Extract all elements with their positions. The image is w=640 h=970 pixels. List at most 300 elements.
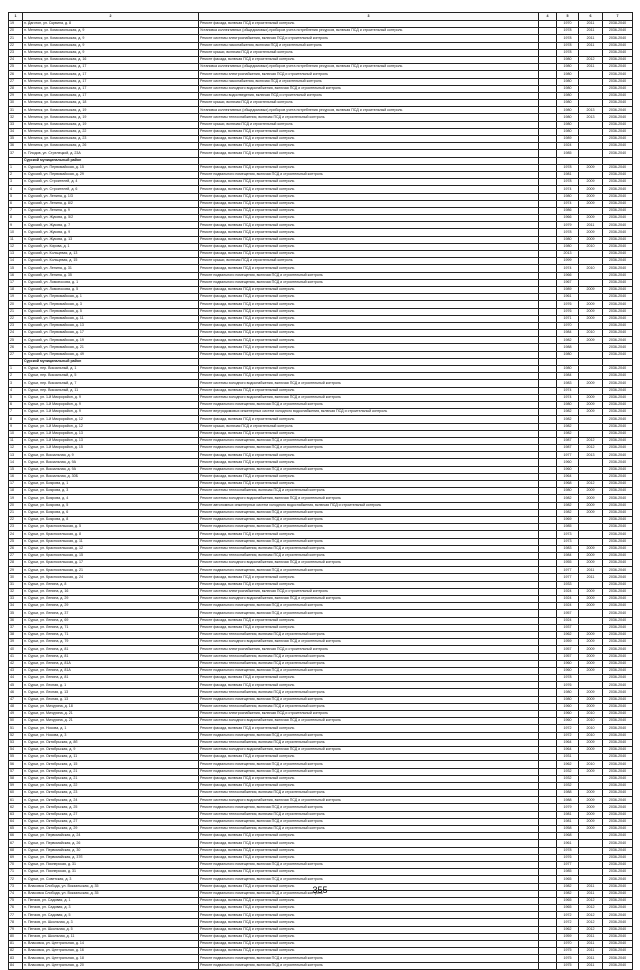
table-cell: Ремонт системы теплоснабжения, включая ПСД и строительный контроль	[199, 689, 539, 696]
table-cell: 1924	[557, 617, 579, 624]
table-cell: Ремонт фасада, включая ПСД и строительный контроль	[199, 366, 539, 373]
table-cell: 1984	[557, 552, 579, 559]
table-cell: 2012	[579, 897, 603, 904]
table-cell: 1965	[557, 897, 579, 904]
table-cell: 2036-2040	[603, 49, 633, 56]
table-cell: Ремонт фасада, включая ПСД и строительный контроль	[199, 459, 539, 466]
table-cell: 1962	[557, 631, 579, 638]
table-cell: п. Сурьи, ул. Ленина, д. 37	[23, 610, 199, 617]
table-cell: п. Сурьи, ул. Ленина, д. 71	[23, 631, 199, 638]
table-cell: п. Мелинск, ул. Комсомольская, д. 17	[23, 71, 199, 78]
table-cell: п. Сурьи, ул. Первомайская, д. 24	[23, 833, 199, 840]
table-cell	[539, 912, 557, 919]
table-cell: 2036-2040	[603, 466, 633, 473]
table-cell: п. Мелинск, ул. Комсомольская, д. 17	[23, 64, 199, 71]
table-cell: п. Сурьи, ул. Ленина, д. 81	[23, 646, 199, 653]
table-cell	[539, 308, 557, 315]
table-cell: 1980	[557, 107, 579, 114]
table-row	[9, 840, 633, 847]
table-cell: Ремонт подвального помещения, включая ПСД и строительный контроль	[199, 667, 539, 674]
table-cell	[579, 171, 603, 178]
table-cell: Ремонт фасада, включая ПСД и строительный контроль	[199, 243, 539, 250]
table-cell: Ремонт фасада, включая ПСД и строительный контроль	[199, 344, 539, 351]
table-row	[9, 265, 633, 272]
table-cell: 2036-2040	[603, 603, 633, 610]
table-cell	[539, 64, 557, 71]
table-cell	[579, 466, 603, 473]
table-cell: п. Сурский, ул. Первомайская, д. 5	[23, 308, 199, 315]
table-cell: 1977	[557, 567, 579, 574]
table-cell: Ремонт системы холодного водоснабжения, включая ПСД и строительный контроль	[199, 394, 539, 401]
table-cell: 2011	[579, 574, 603, 581]
table-cell	[539, 430, 557, 437]
table-cell: 7	[9, 409, 23, 416]
table-cell	[539, 617, 557, 624]
table-cell	[579, 128, 603, 135]
table-row	[9, 416, 633, 423]
table-cell: Ремонт фасада, включая ПСД и строительный контроль	[199, 905, 539, 912]
table-cell	[539, 445, 557, 452]
table-cell: 27	[9, 78, 23, 85]
table-cell: 2036-2040	[603, 114, 633, 121]
table-cell: п. Сурьи, ул. Ленина, д. 81	[23, 675, 199, 682]
table-row	[9, 488, 633, 495]
table-row	[9, 215, 633, 222]
table-cell: Ремонт фасада, включая ПСД и строительный контроль	[199, 351, 539, 358]
table-cell: 2009	[579, 488, 603, 495]
table-cell: Ремонт подвального помещения, включая ПСД и строительный контроль	[199, 818, 539, 825]
table-cell	[539, 330, 557, 337]
table-row	[9, 509, 633, 516]
table-cell: 21	[9, 509, 23, 516]
table-cell: 48	[9, 703, 23, 710]
table-cell: 2036-2040	[603, 85, 633, 92]
table-cell	[579, 473, 603, 480]
table-cell: п. Сурский, ул. Первомайская, д. 29	[23, 171, 199, 178]
table-cell	[539, 380, 557, 387]
table-cell: Ремонт фасада, включая ПСД и строительный контроль	[199, 782, 539, 789]
table-cell: 2009	[579, 186, 603, 193]
table-row	[9, 919, 633, 926]
table-row	[9, 732, 633, 739]
table-cell	[539, 876, 557, 883]
table-cell: п. Мелинск, ул. Комсомольская, д. 19	[23, 114, 199, 121]
table-cell: 1978	[557, 179, 579, 186]
table-cell	[539, 804, 557, 811]
table-cell: 1932	[557, 775, 579, 782]
table-cell: п. Сурьи, ул. Октябрьская, д. 23	[23, 790, 199, 797]
table-cell: 26	[9, 545, 23, 552]
table-cell: 2009	[579, 660, 603, 667]
table-cell	[579, 581, 603, 588]
table-cell	[579, 782, 603, 789]
table-cell: 2036-2040	[603, 136, 633, 143]
table-cell: 2036-2040	[603, 933, 633, 940]
table-row	[9, 581, 633, 588]
table-cell: п. Сурский, ул. Первомайская, д. 19	[23, 337, 199, 344]
table-cell: Ремонт подвального помещения, включая ПСД и строительный контроль	[199, 962, 539, 969]
table-row	[9, 675, 633, 682]
table-cell: 1980	[557, 696, 579, 703]
table-cell: Ремонт автономных инженерных систем холодного водоснабжения, включая ПСД и строительный контроль	[199, 502, 539, 509]
table-cell: п. Сурьи, ул. Боярова, д. 5	[23, 502, 199, 509]
table-row	[9, 207, 633, 214]
table-cell: 2036-2040	[603, 725, 633, 732]
table-cell: 2036-2040	[603, 711, 633, 718]
table-cell: 2010	[579, 711, 603, 718]
table-row	[9, 409, 633, 416]
table-cell	[579, 322, 603, 329]
table-cell: 60	[9, 790, 23, 797]
table-cell: 2036-2040	[603, 718, 633, 725]
table-cell: Ремонт подвального помещения, включая ПСД и строительный контроль	[199, 445, 539, 452]
table-cell: п. Сурьи, ул. Красносельская, д. 21	[23, 567, 199, 574]
table-cell: п. Сурьи, ул. Ленина, д. 8	[23, 581, 199, 588]
table-cell: 1976	[557, 854, 579, 861]
table-row	[9, 782, 633, 789]
table-cell: 1957	[557, 653, 579, 660]
table-cell: 2036-2040	[603, 207, 633, 214]
table-cell: 2009	[579, 401, 603, 408]
table-cell: 2036-2040	[603, 387, 633, 394]
table-cell	[579, 754, 603, 761]
table-cell	[539, 452, 557, 459]
table-cell: 2009	[579, 286, 603, 293]
table-cell: 1960	[557, 667, 579, 674]
table-cell: 2036-2040	[603, 71, 633, 78]
table-cell	[579, 682, 603, 689]
table-cell: 2036-2040	[603, 624, 633, 631]
table-cell: 2036-2040	[603, 955, 633, 962]
table-cell: 20	[9, 502, 23, 509]
table-row	[9, 394, 633, 401]
table-cell: п. Сурский, ул. Первомайская, д. 15	[23, 164, 199, 171]
table-cell: Сурский муниципальный район	[23, 358, 199, 365]
table-cell: 1979	[557, 222, 579, 229]
table-cell: 1978	[557, 28, 579, 35]
table-cell: п. Сурьи, ул. Ленина, д. 29	[23, 603, 199, 610]
table-cell: 1980	[557, 121, 579, 128]
table-cell	[539, 689, 557, 696]
table-cell: 1966	[557, 215, 579, 222]
table-cell: 2009	[579, 811, 603, 818]
table-cell: 2036-2040	[603, 861, 633, 868]
table-cell: Ремонт подвального помещения, включая ПСД и строительный контроль	[199, 272, 539, 279]
table-cell: п. Сурский, ул. Ленина, д. 35	[23, 272, 199, 279]
table-cell: 2036-2040	[603, 761, 633, 768]
table-cell: 1986	[557, 207, 579, 214]
table-row	[9, 294, 633, 301]
table-cell: 2009	[579, 495, 603, 502]
table-cell: п. Сурьи, ул. Первомайская, д. 26	[23, 840, 199, 847]
table-cell: 2036-2040	[603, 639, 633, 646]
table-cell: 2036-2040	[603, 243, 633, 250]
table-row	[9, 222, 633, 229]
table-cell: 27	[9, 351, 23, 358]
table-cell: п. Сурьи, ул. Красносельская, д. 12	[23, 545, 199, 552]
table-cell	[539, 495, 557, 502]
table-cell	[579, 610, 603, 617]
table-cell	[579, 136, 603, 143]
table-cell: 16	[9, 272, 23, 279]
table-cell	[539, 394, 557, 401]
table-cell: 19	[9, 294, 23, 301]
table-cell: п. Сурский, ул. Кирова, д. 1	[23, 243, 199, 250]
table-row	[9, 639, 633, 646]
column-header: 5	[557, 13, 579, 21]
table-cell	[539, 358, 557, 365]
table-row	[9, 164, 633, 171]
table-cell	[539, 775, 557, 782]
table-row	[9, 811, 633, 818]
table-cell: 1977	[557, 861, 579, 868]
table-row	[9, 531, 633, 538]
table-cell: 14	[9, 459, 23, 466]
table-cell: 2036-2040	[603, 754, 633, 761]
table-cell: 1982	[557, 337, 579, 344]
table-cell: п. Мелинск, ул. Комсомольская, д. 16	[23, 56, 199, 63]
table-cell: 9	[9, 222, 23, 229]
table-cell: 1972	[557, 919, 579, 926]
table-cell: 2010	[579, 243, 603, 250]
table-cell	[579, 854, 603, 861]
table-cell: п. Сурьи, ул. Вокзальная, д. 9А	[23, 459, 199, 466]
table-cell: Ремонт фасада, включая ПСД и строительный контроль	[199, 617, 539, 624]
table-cell: Ремонт системы газоснабжения, включая ПСД и строительный контроль	[199, 42, 539, 49]
table-cell: 24	[9, 531, 23, 538]
table-cell: п. Сурьи, ул. 1-й Микрорайон, д. 13	[23, 437, 199, 444]
table-cell: Ремонт фасада, включая ПСД и строительный контроль	[199, 315, 539, 322]
table-cell: п. Сурьи, ул. Октябрьская, д. 25	[23, 804, 199, 811]
table-cell: 1977	[557, 574, 579, 581]
table-cell	[579, 624, 603, 631]
table-cell	[579, 516, 603, 523]
table-cell: Ремонт подвального помещения, включая ПСД и строительный контроль	[199, 567, 539, 574]
table-cell: 1	[9, 164, 23, 171]
table-row	[9, 775, 633, 782]
table-cell	[539, 675, 557, 682]
table-cell: 1973	[557, 538, 579, 545]
table-cell: 44	[9, 675, 23, 682]
table-row	[9, 682, 633, 689]
table-cell: 24	[9, 330, 23, 337]
table-cell: 14	[9, 258, 23, 265]
table-cell: Ремонт фасада, включая ПСД и строительный контроль	[199, 387, 539, 394]
table-cell: п. Мелинск, ул. Комсомольская, д. 18	[23, 100, 199, 107]
table-cell	[579, 840, 603, 847]
table-cell: 2011	[579, 21, 603, 28]
table-cell: 1975	[557, 955, 579, 962]
table-cell	[539, 811, 557, 818]
table-cell	[539, 581, 557, 588]
table-cell: п. Пензов, ул. Школьная, д. 3	[23, 919, 199, 926]
table-row	[9, 308, 633, 315]
table-cell	[539, 653, 557, 660]
table-cell: Ремонт системы теплоснабжения, включая ПСД и строительный контроль	[199, 631, 539, 638]
table-row	[9, 301, 633, 308]
table-cell: 1924	[557, 143, 579, 150]
table-row	[9, 466, 633, 473]
table-cell: Ремонт подвального помещения, включая ПСД и строительный контроль	[199, 279, 539, 286]
table-cell	[539, 754, 557, 761]
table-cell: 2009	[579, 509, 603, 516]
table-cell: 2009	[579, 308, 603, 315]
table-cell: 1976	[557, 682, 579, 689]
table-cell: 2009	[579, 179, 603, 186]
table-cell: Ремонт подвального помещения, включая ПСД и строительный контроль	[199, 804, 539, 811]
table-cell: Ремонт фасада, включая ПСД и строительный контроль	[199, 200, 539, 207]
table-cell: 2009	[579, 696, 603, 703]
table-cell: Ремонт системы теплоснабжения, включая ПСД и строительный контроль	[199, 660, 539, 667]
table-cell: 75	[9, 897, 23, 904]
table-cell: Ремонт фасада, включая ПСД и строительный контроль	[199, 754, 539, 761]
table-cell: 2036-2040	[603, 430, 633, 437]
table-cell: 2036-2040	[603, 459, 633, 466]
table-cell: 1966	[557, 272, 579, 279]
table-cell	[539, 258, 557, 265]
table-cell: 2038-2040	[603, 21, 633, 28]
table-cell: 82	[9, 948, 23, 955]
table-cell	[539, 143, 557, 150]
table-cell: 1968	[557, 481, 579, 488]
table-cell: п. Сурьи, ул. Первомайская, д. 30	[23, 847, 199, 854]
table-cell: 51	[9, 725, 23, 732]
table-cell: Ремонт крыши, включая ПСД и строительный контроль	[199, 49, 539, 56]
table-cell	[539, 869, 557, 876]
table-row	[9, 452, 633, 459]
table-cell	[539, 826, 557, 833]
table-cell: 35	[9, 610, 23, 617]
table-cell: 16	[9, 473, 23, 480]
table-cell: 1978	[557, 164, 579, 171]
table-cell	[539, 624, 557, 631]
table-cell: п. Сурьи, ул. Вокзальная, д. 30Б	[23, 473, 199, 480]
table-row	[9, 107, 633, 114]
table-cell: Ремонт системы электроснабжения, включая ПСД и строительный контроль	[199, 711, 539, 718]
table-cell: Ремонт фасада, включая ПСД и строительный контроль	[199, 840, 539, 847]
table-cell: 2036-2040	[603, 64, 633, 71]
table-cell: п. Сурьи, ул. Пионерская, д. 31	[23, 869, 199, 876]
table-cell: 1970	[557, 322, 579, 329]
table-row	[9, 28, 633, 35]
column-header: 1	[9, 13, 23, 21]
table-cell	[539, 171, 557, 178]
table-row	[9, 128, 633, 135]
table-cell: 76	[9, 905, 23, 912]
table-cell	[579, 358, 603, 365]
table-cell: 2012	[579, 926, 603, 933]
table-cell: п. Сурьи, ул. Пионерская, д. 31	[23, 861, 199, 868]
table-cell: 56	[9, 761, 23, 768]
table-cell: 6	[9, 401, 23, 408]
table-cell: п. Сурьи, ул. Октябрьская, д. 27	[23, 818, 199, 825]
table-row	[9, 330, 633, 337]
table-cell: 2036-2040	[603, 344, 633, 351]
table-cell	[539, 179, 557, 186]
table-cell: п. Сурьи, ул. Боярова, д. 6	[23, 509, 199, 516]
table-cell: 1980	[557, 128, 579, 135]
table-cell: п. Сурьи, ул. Носова, д. 1	[23, 725, 199, 732]
table-row	[9, 567, 633, 574]
table-cell: 1985	[557, 150, 579, 157]
table-cell: Ремонт фасада, включая ПСД и строительный контроль	[199, 150, 539, 157]
table-row	[9, 251, 633, 258]
table-cell: п. Мелинск, ул. Комсомольская, д. 9	[23, 49, 199, 56]
table-cell: 9	[9, 423, 23, 430]
table-cell	[539, 215, 557, 222]
table-cell: 20	[9, 301, 23, 308]
table-cell: Ремонт системы холодного водоснабжения, включая ПСД и строительный контроль	[199, 746, 539, 753]
table-cell: 1981	[557, 171, 579, 178]
table-cell	[539, 322, 557, 329]
table-cell: 2036-2040	[603, 121, 633, 128]
table-cell: п. Сурьи, пер. Вокзальный, д. 5	[23, 373, 199, 380]
table-cell: 72	[9, 876, 23, 883]
table-cell: Ремонт крыши, включая ПСД и строительный контроль	[199, 100, 539, 107]
table-cell	[539, 962, 557, 969]
table-row	[9, 905, 633, 912]
table-cell: Ремонт фасада, включая ПСД и строительный контроль	[199, 337, 539, 344]
table-cell: 2036-2040	[603, 337, 633, 344]
table-cell: 33	[9, 121, 23, 128]
table-cell	[579, 207, 603, 214]
table-cell	[539, 186, 557, 193]
table-cell: Ремонт фасада, включая ПСД и строительный контроль	[199, 574, 539, 581]
table-row	[9, 430, 633, 437]
table-row	[9, 473, 633, 480]
table-cell	[539, 35, 557, 42]
table-cell: 23	[9, 524, 23, 531]
table-cell: Ремонт крыши, включая ПСД и строительный контроль	[199, 423, 539, 430]
table-cell: 1978	[557, 847, 579, 854]
table-cell: Ремонт фасада, включая ПСД и строительный контроль	[199, 725, 539, 732]
table-cell: п. Мелинск, ул. Комсомольская, д. 9	[23, 28, 199, 35]
table-cell: Ремонт системы холодного водоснабжения, включая ПСД и строительный контроль	[199, 85, 539, 92]
table-cell	[539, 790, 557, 797]
table-cell: Ремонт системы теплоснабжения, включая ПСД и строительный контроль	[199, 790, 539, 797]
table-cell	[539, 739, 557, 746]
table-cell: 2036-2040	[603, 804, 633, 811]
table-cell	[603, 157, 633, 164]
table-cell	[579, 71, 603, 78]
table-header-row	[9, 13, 633, 21]
table-cell: 34	[9, 128, 23, 135]
table-row	[9, 897, 633, 904]
table-cell: п. Сурский, ул. Ленина, д. 9	[23, 207, 199, 214]
table-cell	[579, 775, 603, 782]
table-cell	[539, 725, 557, 732]
table-cell: 1981	[557, 811, 579, 818]
table-cell	[539, 588, 557, 595]
table-cell: Ремонт системы теплоснабжения, включая ПСД и строительный контроль	[199, 826, 539, 833]
table-cell	[539, 286, 557, 293]
table-cell: п. Сурьи, ул. Красносельская, д. 11	[23, 538, 199, 545]
table-cell: 1980	[557, 64, 579, 71]
table-cell: 31	[9, 107, 23, 114]
table-cell: 2009	[579, 394, 603, 401]
table-cell: 1973	[557, 531, 579, 538]
table-cell: п. Сурский, ул. Первомайская, д. 1	[23, 294, 199, 301]
table-cell: 2012	[579, 445, 603, 452]
table-cell: п. Сурьи, ул. Красносельская, д. 5	[23, 524, 199, 531]
table-cell: 36	[9, 617, 23, 624]
table-cell: 2011	[579, 35, 603, 42]
table-cell	[539, 782, 557, 789]
table-cell: п. Сурьи, ул. 1-й Микрорайон, д. 12	[23, 423, 199, 430]
table-cell	[579, 833, 603, 840]
table-row	[9, 869, 633, 876]
table-cell: 37	[9, 150, 23, 157]
